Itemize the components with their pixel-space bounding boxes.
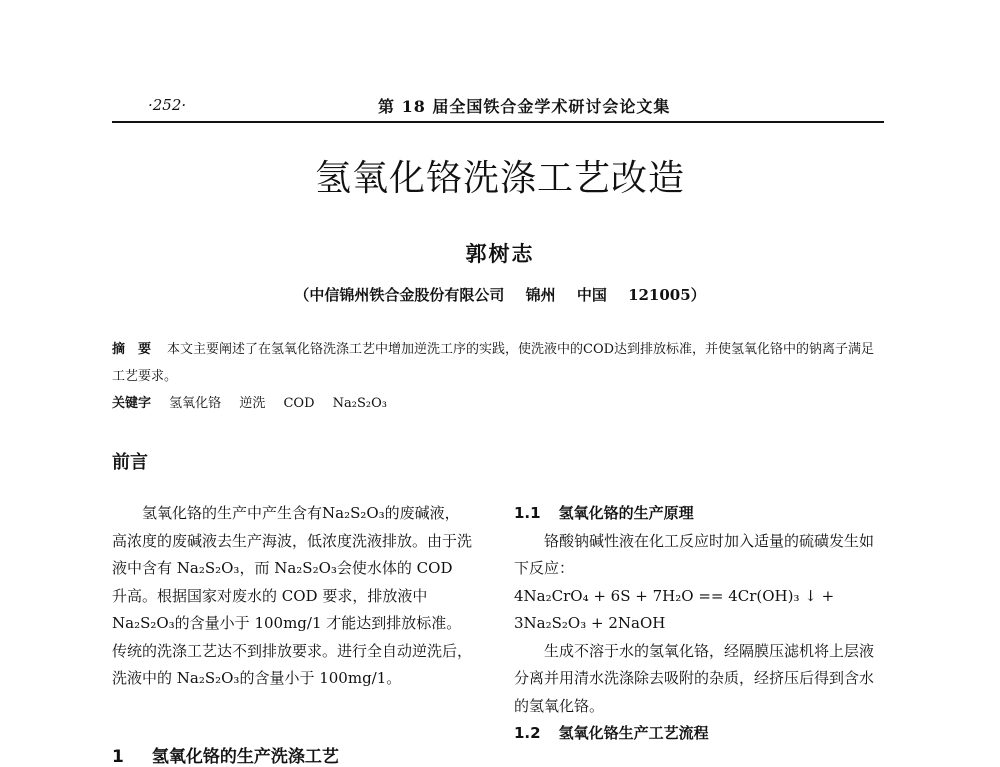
abstract-label: 摘 要 <box>112 342 152 357</box>
author-name: 郭树志 <box>465 241 535 266</box>
keywords <box>112 392 884 411</box>
affiliation-city: 锦州 <box>525 286 556 304</box>
page-number: ·252· <box>148 96 187 114</box>
section-number: 1 <box>112 747 124 767</box>
right-column <box>514 500 884 748</box>
preface-paragraph: 氢氧化铬的生产中产生含有Na₂S₂O₃的废碱液，高浓度的废碱液去生产海波，低浓度洗液排放。由于洗液中含有 Na₂S₂O₃，而 Na₂S₂O₃会使水体的 COD 升高。根据国家对废水的 COD 要求，排放液中 Na₂S₂O₃的含量小于 100mg/1 才能达到排放标准。传统的洗涤工艺达不到排放要求。进行全自动逆洗后，洗液中的 Na₂S₂O₃的含量小于 100mg/1。 <box>112 504 473 687</box>
principle-intro: 铬酸钠碱性液在化工反应时加入适量的硫磺发生如下反应： <box>514 531 875 577</box>
section-title: 氢氧化铬的生产洗涤工艺 <box>151 747 339 767</box>
affiliation-postcode: 121005） <box>628 286 706 304</box>
left-column <box>112 500 472 693</box>
affiliation <box>0 284 1000 305</box>
paper-title: 氢氧化铬洗涤工艺改造 <box>314 158 685 199</box>
section-number: 1.2 <box>514 724 541 742</box>
abstract <box>112 336 884 390</box>
section-1-1-heading <box>514 500 884 528</box>
journal-header: 第 18 届全国铁合金学术研讨会论文集 <box>378 97 671 116</box>
affiliation-country: 中国 <box>576 286 607 304</box>
preface-heading: 前言 <box>112 452 148 473</box>
section-1-2-heading <box>514 720 884 748</box>
keyword: 氢氧化铬 <box>169 396 222 411</box>
section-title: 氢氧化铬生产工艺流程 <box>558 724 709 742</box>
header-rule <box>112 121 884 123</box>
abstract-text: 本文主要阐述了在氢氧化铬洗涤工艺中增加逆洗工序的实践，使洗液中的COD达到排放标准，并使氢氧化铬中的钠离子满足工艺要求。 <box>112 342 875 384</box>
section-1-heading <box>112 742 339 767</box>
section-title: 氢氧化铬的生产原理 <box>558 504 694 522</box>
principle-paragraph: 生成不溶于水的氢氧化铬，经隔膜压滤机将上层液分离并用清水洗涤除去吸附的杂质，经挤压后得到含水的氢氧化铬。 <box>514 641 875 715</box>
keyword: 逆洗 <box>239 396 266 411</box>
affiliation-org: （中信锦州铁合金股份有限公司 <box>294 286 505 304</box>
keyword: COD <box>283 396 315 411</box>
keyword: Na₂S₂O₃ <box>332 396 387 411</box>
keywords-label: 关键字 <box>112 396 152 411</box>
reaction-equation: 4Na₂CrO₄ + 6S + 7H₂O == 4Cr(OH)₃ ↓ + 3Na₂S₂O₃ + 2NaOH <box>514 586 835 632</box>
section-number: 1.1 <box>514 504 541 522</box>
